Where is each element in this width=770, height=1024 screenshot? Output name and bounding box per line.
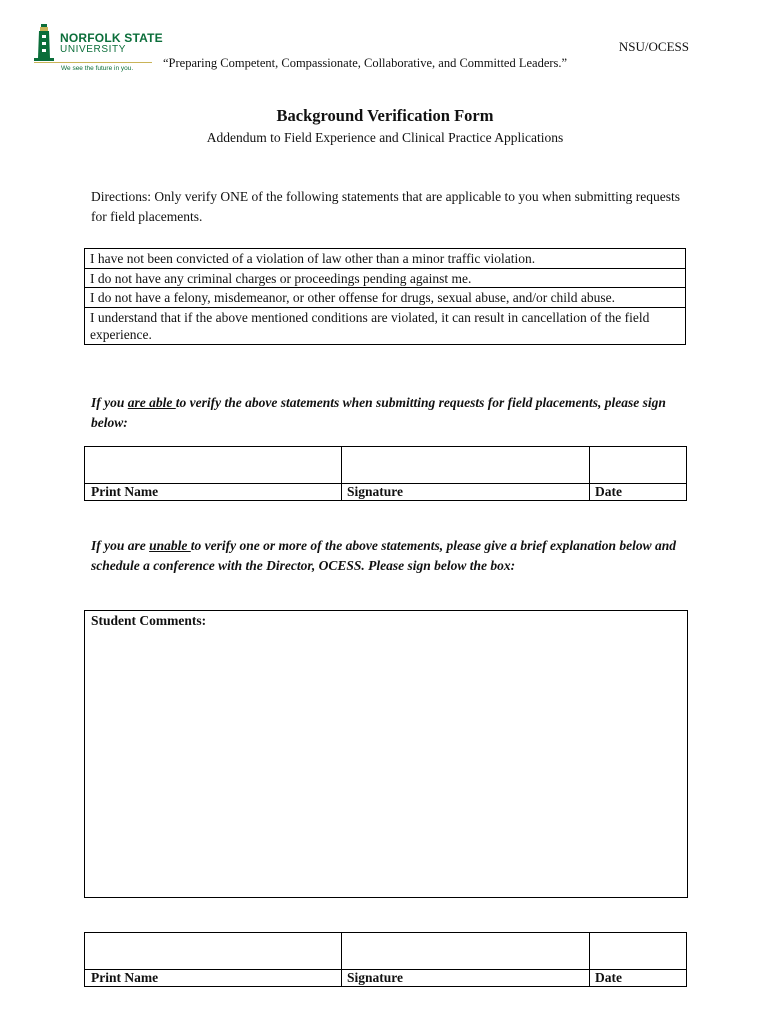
able-post: to verify the above statements when submitting requests for field placements, please sign below: [91,395,666,430]
date-field[interactable] [589,447,686,500]
signature-field[interactable] [341,933,590,986]
print-name-label: Print Name [91,970,159,985]
signature-block-unable [84,932,687,987]
logo-name-line1: NORFOLK STATE [60,31,163,45]
unable-instructions [91,536,691,576]
form-title: Background Verification Form [276,106,494,125]
date-label: Date [595,484,622,499]
logo-name-line2: UNIVERSITY [60,44,127,55]
form-subtitle: Addendum to Field Experience and Clinical Practice Applications [206,130,564,145]
print-name-label: Print Name [91,484,159,499]
able-instructions [91,393,691,433]
statement-item: I have not been convicted of a violation of law other than a minor traffic violation. [90,251,536,266]
statement-item: I understand that if the above mentioned conditions are violated, it can result in cancellation of the field experience. [85,307,685,344]
header-motto: “Preparing Competent, Compassionate, Collaborative, and Committed Leaders.” [163,56,568,70]
print-name-field[interactable] [85,447,342,500]
able-pre: If you [91,395,128,410]
able-emphasis: are able [127,395,176,410]
student-comments-field[interactable] [84,610,688,898]
logo-tagline: We see the future in you. [61,65,134,72]
signature-label: Signature [347,970,404,985]
header-code: NSU/OCESS [618,39,689,54]
unable-emphasis: unable [149,538,191,553]
signature-field[interactable] [341,447,590,500]
unable-pre: If you are [91,538,150,553]
statement-item: I do not have a felony, misdemeanor, or other offense for drugs, sexual abuse, and/or child abuse. [85,287,685,307]
date-field[interactable] [589,933,686,986]
statement-item: I do not have any criminal charges or proceedings pending against me. [85,268,685,288]
unable-post: to verify one or more of the above statements, please give a brief explanation below and schedule a conference with the Director, OCESS. Please sign below the box: [91,538,676,573]
student-comments-label: Student Comments: [91,613,207,628]
signature-label: Signature [347,484,404,499]
statements-box [84,248,686,345]
print-name-field[interactable] [85,933,342,986]
directions-text: Directions: Only verify ONE of the following statements that are applicable to you when submitting requests for field placements. [91,189,680,224]
university-logo [30,22,163,78]
logo-divider [34,62,152,63]
signature-block-able [84,446,687,501]
lighthouse-icon [30,22,60,66]
date-label: Date [595,970,622,985]
